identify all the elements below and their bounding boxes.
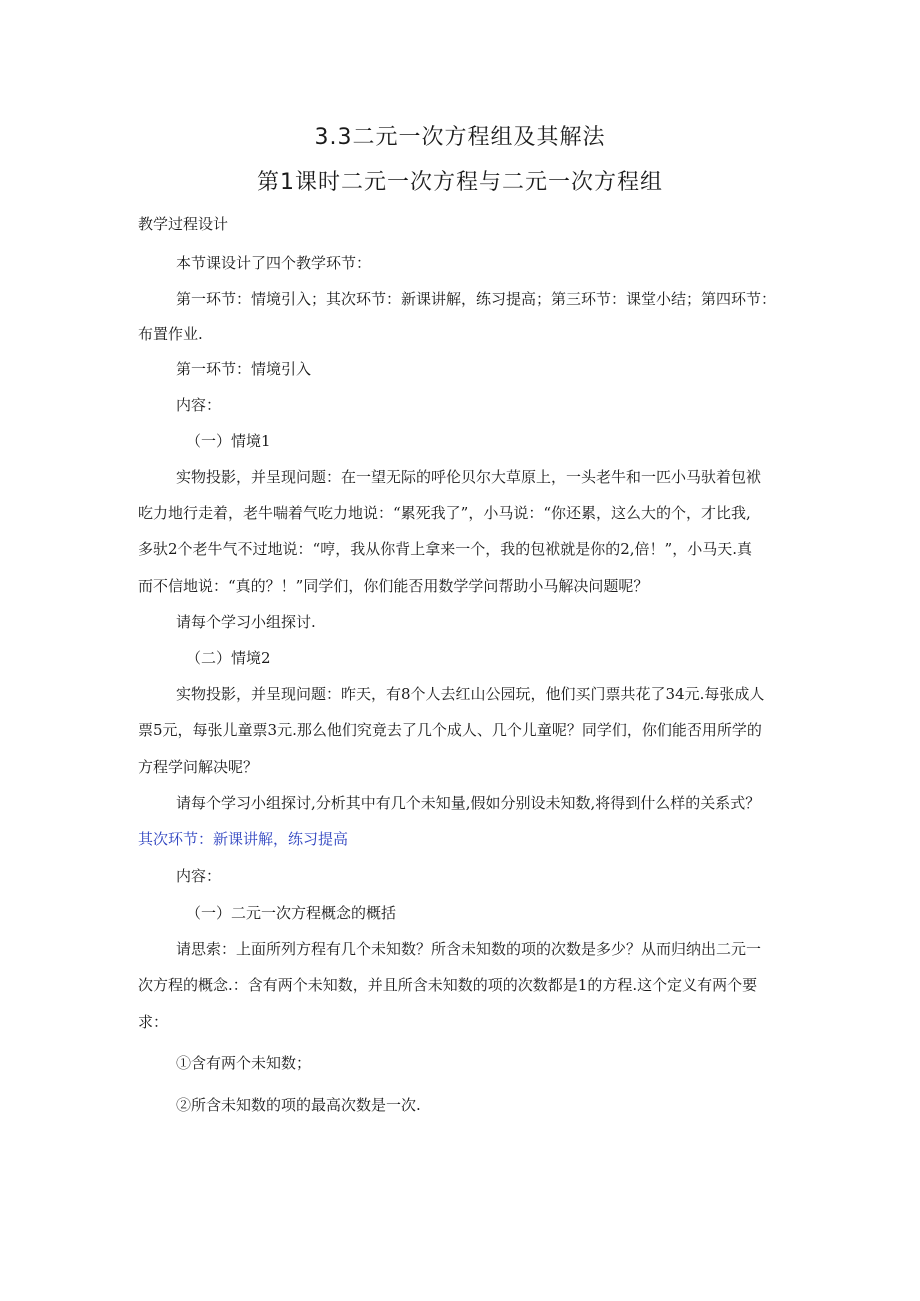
concept-line-2: 次方程的概念.：含有两个未知数，并且所含未知数的项的次数都是1的方程.这个定义有两个要: [138, 976, 758, 994]
requirement-2: ②所含未知数的项的最高次数是一次.: [176, 1096, 421, 1114]
intro-paragraph: 本节课设计了四个教学环节：: [176, 254, 372, 272]
scenario1-line-4: 而不信地说：“真的？！”同学们，你们能否用数学学问帮助小马解决问题呢？: [138, 577, 649, 595]
concept-line-3: 求：: [138, 1013, 169, 1031]
overview-line-1: 第一环节：情境引入；其次环节：新课讲解，练习提高；第三环节：课堂小结；第四环节：: [176, 290, 777, 308]
scenario2-line-1: 实物投影，并呈现问题：昨天，有8个人去红山公园玩，他们买门票共花了34元.每张成人: [176, 685, 765, 703]
scenario1-line-2: 吃力地行走着，老牛喘着气吃力地说：“累死我了”，小马说：“你还累，这么大的个，才比我,: [138, 504, 751, 522]
overview-line-2: 布置作业.: [138, 325, 203, 343]
requirement-1: ①含有两个未知数；: [176, 1054, 312, 1072]
scenario2-heading: （二）情境2: [186, 649, 271, 667]
scenario1-heading: （一）情境1: [186, 432, 271, 450]
document-subtitle: 第1课时二元一次方程与二元一次方程组: [257, 170, 663, 195]
stage2-heading: 其次环节：新课讲解，练习提高: [138, 830, 349, 848]
concept-line-1: 请思索：上面所列方程有几个未知数？所含未知数的项的次数是多少？从而归纳出二元一: [176, 940, 762, 958]
scenario1-task: 请每个学习小组探讨.: [176, 613, 316, 631]
document-title: 3.3二元一次方程组及其解法: [314, 125, 606, 150]
scenario1-line-1: 实物投影，并呈现问题：在一望无际的呼伦贝尔大草原上，一头老牛和一匹小马驮着包袱: [176, 468, 762, 486]
scenario2-task: 请每个学习小组探讨,分析其中有几个未知量,假如分别设未知数,将得到什么样的关系式？: [176, 794, 761, 812]
section-heading: 教学过程设计: [138, 215, 229, 233]
content-label: 内容：: [176, 867, 222, 885]
scenario2-line-2: 票5元，每张儿童票3元.那么他们究竟去了几个成人、几个儿童呢？同学们，你们能否用所学的: [138, 721, 762, 739]
content-label: 内容：: [176, 396, 222, 414]
scenario1-line-3: 多驮2个老牛气不过地说：“哼，我从你背上拿来一个，我的包袱就是你的2,倍！”，小马天.真: [138, 540, 752, 558]
concept-heading: （一）二元一次方程概念的概括: [186, 904, 397, 922]
scenario2-line-3: 方程学问解决呢？: [138, 758, 259, 776]
stage1-heading: 第一环节：情境引入: [176, 360, 312, 378]
